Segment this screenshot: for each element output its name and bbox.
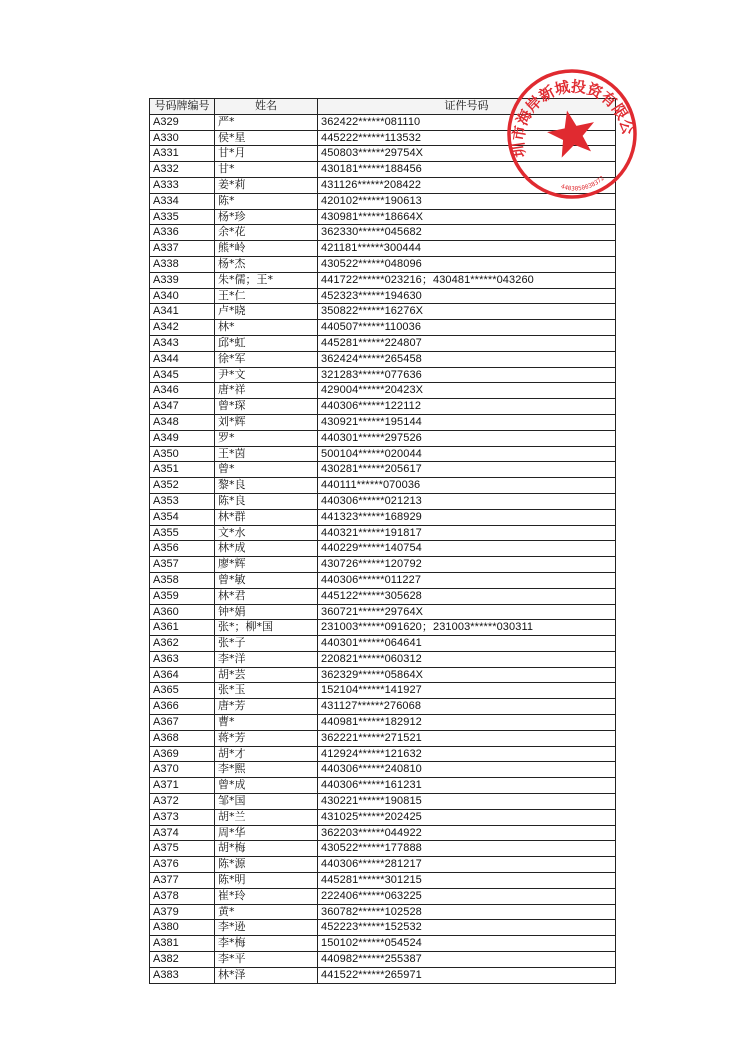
table-row: [150, 873, 616, 889]
name-cell: 王*仁: [215, 288, 318, 304]
plate-number-cell: A350: [150, 446, 215, 462]
name-cell: 唐*芳: [215, 699, 318, 715]
id-number-cell: 445222******113532: [318, 130, 616, 146]
plate-number-cell: A336: [150, 225, 215, 241]
table-row: [150, 320, 616, 336]
seal-text: 深圳市海岸新城投资有限公司: [509, 77, 638, 159]
name-cell: 林*: [215, 320, 318, 336]
table-row: [150, 414, 616, 430]
name-cell: 曹*: [215, 715, 318, 731]
id-number-cell: 362422******081110: [318, 114, 616, 130]
id-number-cell: 440306******240810: [318, 762, 616, 778]
name-cell: 胡*芸: [215, 667, 318, 683]
id-number-cell: 412924******121632: [318, 746, 616, 762]
id-number-cell: 445281******224807: [318, 335, 616, 351]
name-cell: 崔*玲: [215, 888, 318, 904]
plate-number-cell: A382: [150, 952, 215, 968]
header-plate-number: 号码牌编号: [150, 99, 215, 115]
id-number-cell: 220821******060312: [318, 651, 616, 667]
table-row: [150, 888, 616, 904]
name-cell: 熊*岭: [215, 241, 318, 257]
plate-number-cell: A380: [150, 920, 215, 936]
plate-number-cell: A333: [150, 177, 215, 193]
table-body: [150, 114, 616, 983]
plate-number-cell: A361: [150, 620, 215, 636]
table-row: [150, 478, 616, 494]
plate-number-cell: A381: [150, 936, 215, 952]
id-number-cell: 231003******091620；231003******030311: [318, 620, 616, 636]
table-row: [150, 746, 616, 762]
table-row: [150, 304, 616, 320]
name-cell: 张*玉: [215, 683, 318, 699]
id-number-cell: 321283******077636: [318, 367, 616, 383]
plate-number-cell: A359: [150, 588, 215, 604]
name-cell: 严*: [215, 114, 318, 130]
name-cell: 胡*梅: [215, 841, 318, 857]
table-row: [150, 351, 616, 367]
id-number-cell: 452323******194630: [318, 288, 616, 304]
table-row: [150, 936, 616, 952]
plate-number-cell: A343: [150, 335, 215, 351]
name-cell: 唐*祥: [215, 383, 318, 399]
plate-number-cell: A334: [150, 193, 215, 209]
name-cell: 朱*儒；王*: [215, 272, 318, 288]
id-number-cell: 440981******182912: [318, 715, 616, 731]
id-number-cell: 350822******16276X: [318, 304, 616, 320]
name-cell: 邱*虹: [215, 335, 318, 351]
plate-number-cell: A345: [150, 367, 215, 383]
name-cell: 张*；柳*国: [215, 620, 318, 636]
table-row: [150, 667, 616, 683]
id-number-cell: 222406******063225: [318, 888, 616, 904]
name-cell: 胡*才: [215, 746, 318, 762]
table-row: [150, 462, 616, 478]
id-number-cell: 450803******29754X: [318, 146, 616, 162]
plate-number-cell: A363: [150, 651, 215, 667]
name-cell: 陈*: [215, 193, 318, 209]
name-cell: 林*群: [215, 509, 318, 525]
name-cell: 尹*文: [215, 367, 318, 383]
table-row: [150, 557, 616, 573]
plate-number-cell: A364: [150, 667, 215, 683]
plate-number-cell: A378: [150, 888, 215, 904]
name-cell: 文*水: [215, 525, 318, 541]
company-seal: [500, 50, 642, 212]
plate-number-cell: A372: [150, 794, 215, 810]
id-number-cell: 362424******265458: [318, 351, 616, 367]
name-cell: 杨*杰: [215, 256, 318, 272]
name-cell: 张*子: [215, 636, 318, 652]
plate-number-cell: A368: [150, 730, 215, 746]
table-row: [150, 367, 616, 383]
plate-number-cell: A348: [150, 414, 215, 430]
id-number-cell: 360782******102528: [318, 904, 616, 920]
plate-number-cell: A338: [150, 256, 215, 272]
table-row: [150, 857, 616, 873]
name-cell: 李*洋: [215, 651, 318, 667]
star-icon: [544, 106, 600, 160]
table-row: [150, 430, 616, 446]
name-cell: 曾*成: [215, 778, 318, 794]
id-number-cell: 440306******122112: [318, 399, 616, 415]
id-number-cell: 440111******070036: [318, 478, 616, 494]
id-number-cell: 440306******021213: [318, 493, 616, 509]
table-row: [150, 541, 616, 557]
plate-number-cell: A375: [150, 841, 215, 857]
name-cell: 林*成: [215, 541, 318, 557]
id-number-cell: 441522******265971: [318, 967, 616, 983]
roster-table: [149, 98, 616, 984]
id-number-cell: 362330******045682: [318, 225, 616, 241]
name-cell: 钟*娟: [215, 604, 318, 620]
id-number-cell: 445122******305628: [318, 588, 616, 604]
id-number-cell: 440306******161231: [318, 778, 616, 794]
plate-number-cell: A357: [150, 557, 215, 573]
id-number-cell: 421181******300444: [318, 241, 616, 257]
name-cell: 余*花: [215, 225, 318, 241]
id-number-cell: 440229******140754: [318, 541, 616, 557]
id-number-cell: 431126******208422: [318, 177, 616, 193]
name-cell: 胡*兰: [215, 809, 318, 825]
plate-number-cell: A377: [150, 873, 215, 889]
plate-number-cell: A351: [150, 462, 215, 478]
plate-number-cell: A330: [150, 130, 215, 146]
id-number-cell: 420102******190613: [318, 193, 616, 209]
id-number-cell: 441722******023216；430481******043260: [318, 272, 616, 288]
plate-number-cell: A360: [150, 604, 215, 620]
name-cell: 刘*辉: [215, 414, 318, 430]
table-row: [150, 967, 616, 983]
name-cell: 曾*琛: [215, 399, 318, 415]
name-cell: 李*平: [215, 952, 318, 968]
id-number-cell: 445281******301215: [318, 873, 616, 889]
id-number-cell: 430921******195144: [318, 414, 616, 430]
plate-number-cell: A332: [150, 162, 215, 178]
id-number-cell: 440982******255387: [318, 952, 616, 968]
id-number-cell: 431127******276068: [318, 699, 616, 715]
plate-number-cell: A353: [150, 493, 215, 509]
plate-number-cell: A374: [150, 825, 215, 841]
plate-number-cell: A367: [150, 715, 215, 731]
plate-number-cell: A355: [150, 525, 215, 541]
id-number-cell: 452223******152532: [318, 920, 616, 936]
plate-number-cell: A339: [150, 272, 215, 288]
table-row: [150, 383, 616, 399]
plate-number-cell: A373: [150, 809, 215, 825]
id-number-cell: 440301******297526: [318, 430, 616, 446]
plate-number-cell: A335: [150, 209, 215, 225]
name-cell: 李*熙: [215, 762, 318, 778]
plate-number-cell: A369: [150, 746, 215, 762]
plate-number-cell: A370: [150, 762, 215, 778]
name-cell: 姜*莉: [215, 177, 318, 193]
table-row: [150, 256, 616, 272]
name-cell: 林*君: [215, 588, 318, 604]
table-row: [150, 809, 616, 825]
name-cell: 徐*军: [215, 351, 318, 367]
plate-number-cell: A383: [150, 967, 215, 983]
table-row: [150, 683, 616, 699]
table-row: [150, 525, 616, 541]
name-cell: 曾*敏: [215, 572, 318, 588]
table-row: [150, 509, 616, 525]
name-cell: 黎*良: [215, 478, 318, 494]
table-row: [150, 651, 616, 667]
name-cell: 廖*辉: [215, 557, 318, 573]
plate-number-cell: A344: [150, 351, 215, 367]
id-number-cell: 430181******188456: [318, 162, 616, 178]
table-row: [150, 636, 616, 652]
id-number-cell: 152104******141927: [318, 683, 616, 699]
table-row: [150, 778, 616, 794]
id-number-cell: 362203******044922: [318, 825, 616, 841]
header-name: 姓名: [215, 99, 318, 115]
id-number-cell: 430522******177888: [318, 841, 616, 857]
name-cell: 侯*星: [215, 130, 318, 146]
id-number-cell: 362221******271521: [318, 730, 616, 746]
id-number-cell: 430281******205617: [318, 462, 616, 478]
name-cell: 陈*良: [215, 493, 318, 509]
plate-number-cell: A362: [150, 636, 215, 652]
table-row: [150, 572, 616, 588]
name-cell: 李*逊: [215, 920, 318, 936]
id-number-cell: 430522******048096: [318, 256, 616, 272]
name-cell: 王*茵: [215, 446, 318, 462]
id-number-cell: 150102******054524: [318, 936, 616, 952]
plate-number-cell: A331: [150, 146, 215, 162]
table-row: [150, 730, 616, 746]
table-row: [150, 825, 616, 841]
name-cell: 甘*: [215, 162, 318, 178]
table-row: [150, 604, 616, 620]
id-number-cell: 440301******064641: [318, 636, 616, 652]
plate-number-cell: A366: [150, 699, 215, 715]
name-cell: 杨*珍: [215, 209, 318, 225]
table-row: [150, 920, 616, 936]
name-cell: 邹*国: [215, 794, 318, 810]
table-row: [150, 225, 616, 241]
name-cell: 蒋*芳: [215, 730, 318, 746]
id-number-cell: 362329******05864X: [318, 667, 616, 683]
plate-number-cell: A342: [150, 320, 215, 336]
plate-number-cell: A352: [150, 478, 215, 494]
plate-number-cell: A349: [150, 430, 215, 446]
name-cell: 罗*: [215, 430, 318, 446]
id-number-cell: 430221******190815: [318, 794, 616, 810]
table-row: [150, 588, 616, 604]
plate-number-cell: A376: [150, 857, 215, 873]
plate-number-cell: A340: [150, 288, 215, 304]
plate-number-cell: A356: [150, 541, 215, 557]
id-number-cell: 430726******120792: [318, 557, 616, 573]
table-row: [150, 241, 616, 257]
id-number-cell: 440306******011227: [318, 572, 616, 588]
name-cell: 周*华: [215, 825, 318, 841]
table-row: [150, 794, 616, 810]
table-row: [150, 446, 616, 462]
id-number-cell: 430981******18664X: [318, 209, 616, 225]
name-cell: 卢*晓: [215, 304, 318, 320]
plate-number-cell: A347: [150, 399, 215, 415]
table-row: [150, 699, 616, 715]
table-row: [150, 841, 616, 857]
plate-number-cell: A337: [150, 241, 215, 257]
table-row: [150, 715, 616, 731]
plate-number-cell: A329: [150, 114, 215, 130]
id-number-cell: 441323******168929: [318, 509, 616, 525]
id-number-cell: 440306******281217: [318, 857, 616, 873]
name-cell: 曾*: [215, 462, 318, 478]
id-number-cell: 360721******29764X: [318, 604, 616, 620]
id-number-cell: 440507******110036: [318, 320, 616, 336]
plate-number-cell: A371: [150, 778, 215, 794]
table-row: [150, 904, 616, 920]
id-number-cell: 431025******202425: [318, 809, 616, 825]
plate-number-cell: A358: [150, 572, 215, 588]
table-row: [150, 620, 616, 636]
table-row: [150, 952, 616, 968]
table-row: [150, 762, 616, 778]
header-id-number: 证件号码: [318, 99, 616, 115]
seal-serial: 4403050038372: [559, 174, 606, 193]
plate-number-cell: A341: [150, 304, 215, 320]
table-row: [150, 335, 616, 351]
name-cell: 甘*月: [215, 146, 318, 162]
name-cell: 林*泽: [215, 967, 318, 983]
id-number-cell: 429004******20423X: [318, 383, 616, 399]
name-cell: 陈*明: [215, 873, 318, 889]
table-row: [150, 288, 616, 304]
name-cell: 李*梅: [215, 936, 318, 952]
name-cell: 陈*源: [215, 857, 318, 873]
id-number-cell: 440321******191817: [318, 525, 616, 541]
plate-number-cell: A379: [150, 904, 215, 920]
table-row: [150, 399, 616, 415]
name-cell: 黄*: [215, 904, 318, 920]
table-row: [150, 493, 616, 509]
table-row: [150, 272, 616, 288]
plate-number-cell: A365: [150, 683, 215, 699]
id-number-cell: 500104******020044: [318, 446, 616, 462]
plate-number-cell: A346: [150, 383, 215, 399]
plate-number-cell: A354: [150, 509, 215, 525]
